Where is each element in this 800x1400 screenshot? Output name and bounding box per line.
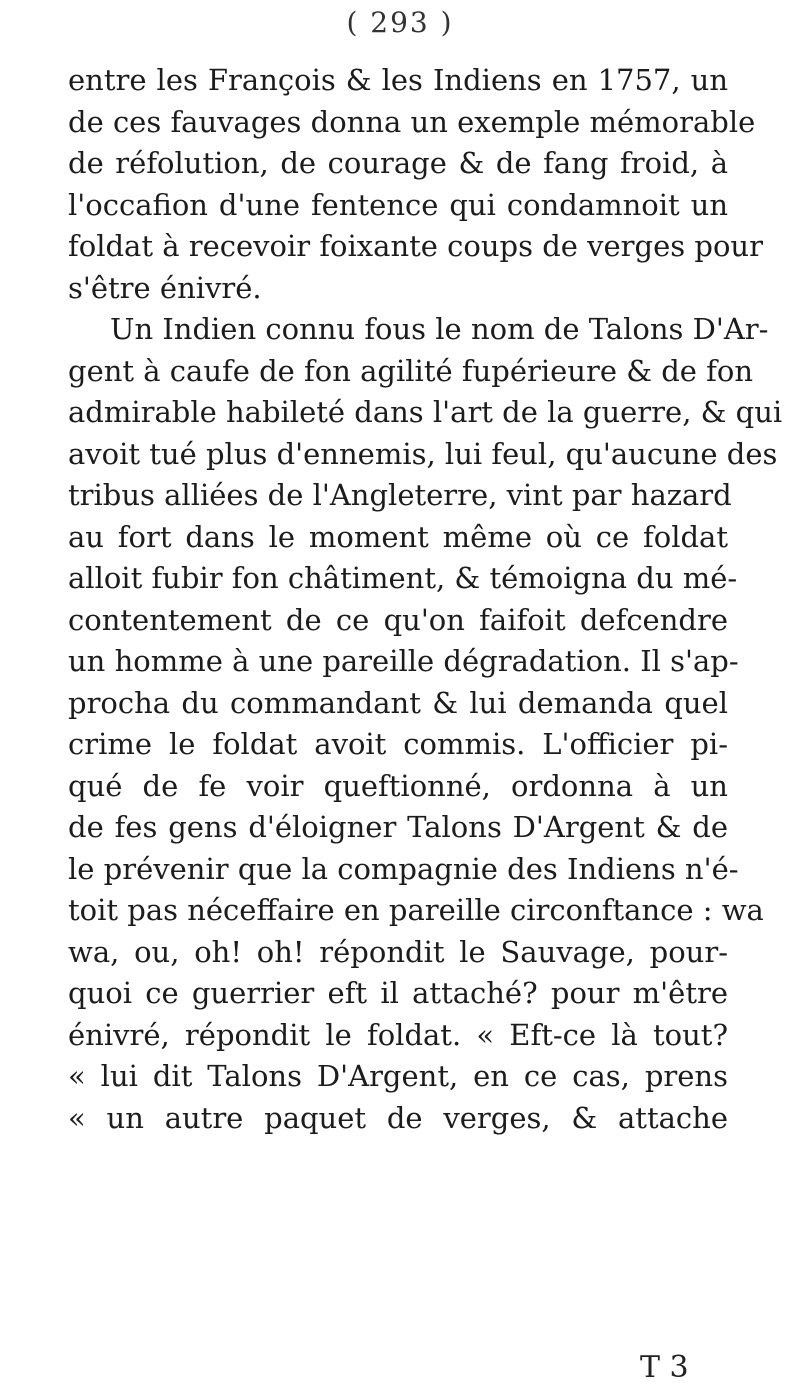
text-line: avoit tué plus d'ennemis, lui feul, qu'aucune des (68, 436, 778, 471)
text-line: quoi ce guerrier eft il attaché? pour m'être (68, 976, 728, 1010)
text-line: toit pas néceffaire en pareille circonftance : wa (68, 893, 764, 927)
text-line: crime le foldat avoit commis. L'officier pi- (68, 727, 728, 761)
page-number-header: ( 293 ) (346, 6, 454, 39)
text-line: un homme à une pareille dégradation. Il s'ap- (68, 644, 739, 678)
text-line: « un autre paquet de verges, & attache (68, 1100, 728, 1135)
text-line: de fes gens d'éloigner Talons D'Argent & de (68, 810, 728, 844)
text-line: « lui dit Talons D'Argent, en ce cas, prens (68, 1059, 728, 1093)
text-line: entre les François & les Indiens en 1757, un (68, 63, 728, 97)
text-line: procha du commandant & lui demanda quel (68, 685, 728, 720)
text-line: de réfolution, de courage & de fang froid, à (68, 146, 728, 180)
text-line: de ces fauvages donna un exemple mémorable (68, 104, 756, 139)
text-line: Un Indien connu fous le nom de Talons D'Ar- (110, 312, 769, 346)
signature-mark: T 3 (640, 1350, 689, 1385)
text-line: le prévenir que la compagnie des Indiens n'é- (68, 851, 739, 886)
text-line: gent à caufe de fon agilité fupérieure & de fon (68, 353, 754, 388)
text-line: tribus alliées de l'Angleterre, vint par hazard (68, 478, 732, 512)
text-line: l'occafion d'une fentence qui condamnoit un (68, 187, 728, 222)
text-line: énivré, répondit le foldat. « Eft-ce là tout? (68, 1017, 728, 1052)
body-text (68, 60, 783, 1139)
text-line: admirable habileté dans l'art de la guerre, & qui (68, 395, 783, 429)
text-line: s'être énivré. (68, 270, 262, 305)
text-line: foldat à recevoir foixante coups de verges pour (68, 229, 763, 263)
text-line: au fort dans le moment même où ce foldat (68, 519, 728, 554)
text-line: wa, ou, oh! oh! répondit le Sauvage, pour- (68, 934, 728, 969)
text-line: qué de fe voir queftionné, ordonna à un (68, 768, 728, 803)
text-line: alloit fubir fon châtiment, & témoigna du mé- (68, 561, 738, 595)
text-line: contentement de ce qu'on faifoit defcendre (68, 602, 728, 637)
